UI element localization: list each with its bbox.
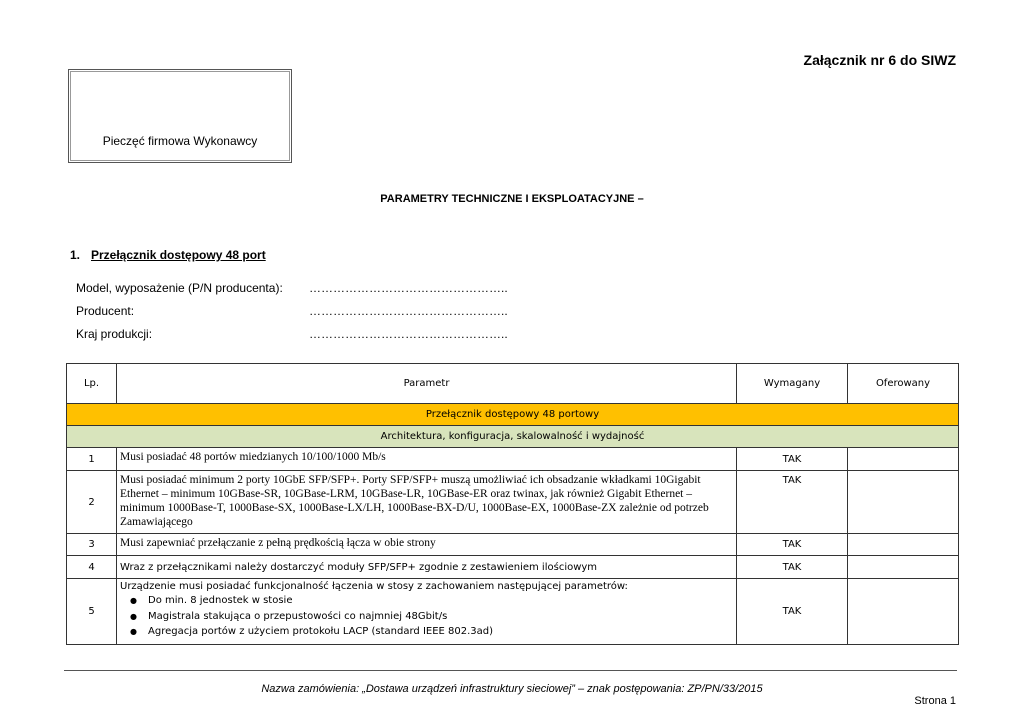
row-param: Musi posiadać 48 portów miedzianych 10/100/1000 Mb/s xyxy=(117,448,737,471)
row-param: Musi zapewniać przełączanie z pełną prędkością łącza w obie strony xyxy=(117,534,737,556)
band-title: Przełącznik dostępowy 48 portowy xyxy=(67,404,959,426)
field-label: Producent: xyxy=(76,304,135,318)
company-stamp-box xyxy=(68,69,292,163)
page-number: Strona 1 xyxy=(914,695,956,707)
field-model xyxy=(76,281,508,295)
table-row xyxy=(67,471,959,534)
row-param: Musi posiadać minimum 2 porty 10GbE SFP/SFP+. Porty SFP/SFP+ muszą umożliwiać ich obsadzanie wkładkami 10Gigabit Ethernet – minimum 10GBase-SR, 10GBase-LRM, 10GBase-LR, 10GBase-ER oraz twinax, jak również Gigabit Ethernet – minimum 1000Base-T, 1000Base-SX, 1000Base-LX/LH, 1000Base-BX-D/U, 1000Base-EX, 1000Base-ZX zależnie od potrzeb Zamawiającego xyxy=(117,471,737,534)
footer-divider xyxy=(64,670,957,671)
list-item: ● Do min. 8 jednostek w stosie xyxy=(148,593,733,609)
row-required: TAK xyxy=(737,556,848,579)
row-param: Urządzenie musi posiadać funkcjonalność łączenia w stosy z zachowaniem następującej parametrów: xyxy=(120,581,628,592)
attachment-label: Załącznik nr 6 do SIWZ xyxy=(803,52,956,68)
field-label: Kraj produkcji: xyxy=(76,327,153,341)
table-row xyxy=(67,556,959,579)
section-title: Przełącznik dostępowy 48 port xyxy=(91,248,266,262)
table-band-subtitle xyxy=(67,426,959,448)
band-subtitle: Architektura, konfiguracja, skalowalność i wydajność xyxy=(67,426,959,448)
row-offered xyxy=(848,534,959,556)
row-lp: 4 xyxy=(67,556,117,579)
list-item: ● Agregacja portów z użyciem protokołu LACP (standard IEEE 802.3ad) xyxy=(148,624,733,640)
bullet-list xyxy=(120,593,733,640)
row-offered xyxy=(848,579,959,645)
header-param: Parametr xyxy=(117,364,737,404)
row-offered xyxy=(848,448,959,471)
row-param: Wraz z przełącznikami należy dostarczyć moduły SFP/SFP+ zgodnie z zestawieniem ilościowym xyxy=(117,556,737,579)
row-offered xyxy=(848,471,959,534)
section-heading xyxy=(70,248,266,262)
row-required: TAK xyxy=(737,579,848,645)
table-row xyxy=(67,534,959,556)
field-value: ………………………………………….. xyxy=(309,327,508,341)
table-row xyxy=(67,579,959,645)
row-offered xyxy=(848,556,959,579)
section-number: 1. xyxy=(70,248,81,262)
row-lp: 1 xyxy=(67,448,117,471)
document-title: PARAMETRY TECHNICZNE I EKSPLOATACYJNE – xyxy=(380,193,644,205)
row-required: TAK xyxy=(737,471,848,534)
table-row xyxy=(67,448,959,471)
table-header-row xyxy=(67,364,959,404)
footer-order-name: Nazwa zamówienia: „Dostawa urządzeń infrastruktury sieciowej” – znak postępowania: ZP/PN/33/2015 xyxy=(261,683,763,695)
row-lp: 2 xyxy=(67,471,117,534)
field-label: Model, wyposażenie (P/N producenta): xyxy=(76,281,283,295)
header-lp: Lp. xyxy=(67,364,117,404)
row-required: TAK xyxy=(737,534,848,556)
row-required: TAK xyxy=(737,448,848,471)
row-lp: 3 xyxy=(67,534,117,556)
field-value: ………………………………………….. xyxy=(309,304,508,318)
table-band-title xyxy=(67,404,959,426)
list-item: ● Magistrala stakująca o przepustowości co najmniej 48Gbit/s xyxy=(148,609,733,625)
field-country xyxy=(76,327,508,341)
field-producer xyxy=(76,304,508,318)
row-lp: 5 xyxy=(67,579,117,645)
spec-table xyxy=(66,363,959,645)
header-offered: Oferowany xyxy=(848,364,959,404)
row-param-cell xyxy=(117,579,737,645)
header-required: Wymagany xyxy=(737,364,848,404)
stamp-label: Pieczęć firmowa Wykonawcy xyxy=(102,134,258,148)
field-value: ………………………………………….. xyxy=(309,281,508,295)
